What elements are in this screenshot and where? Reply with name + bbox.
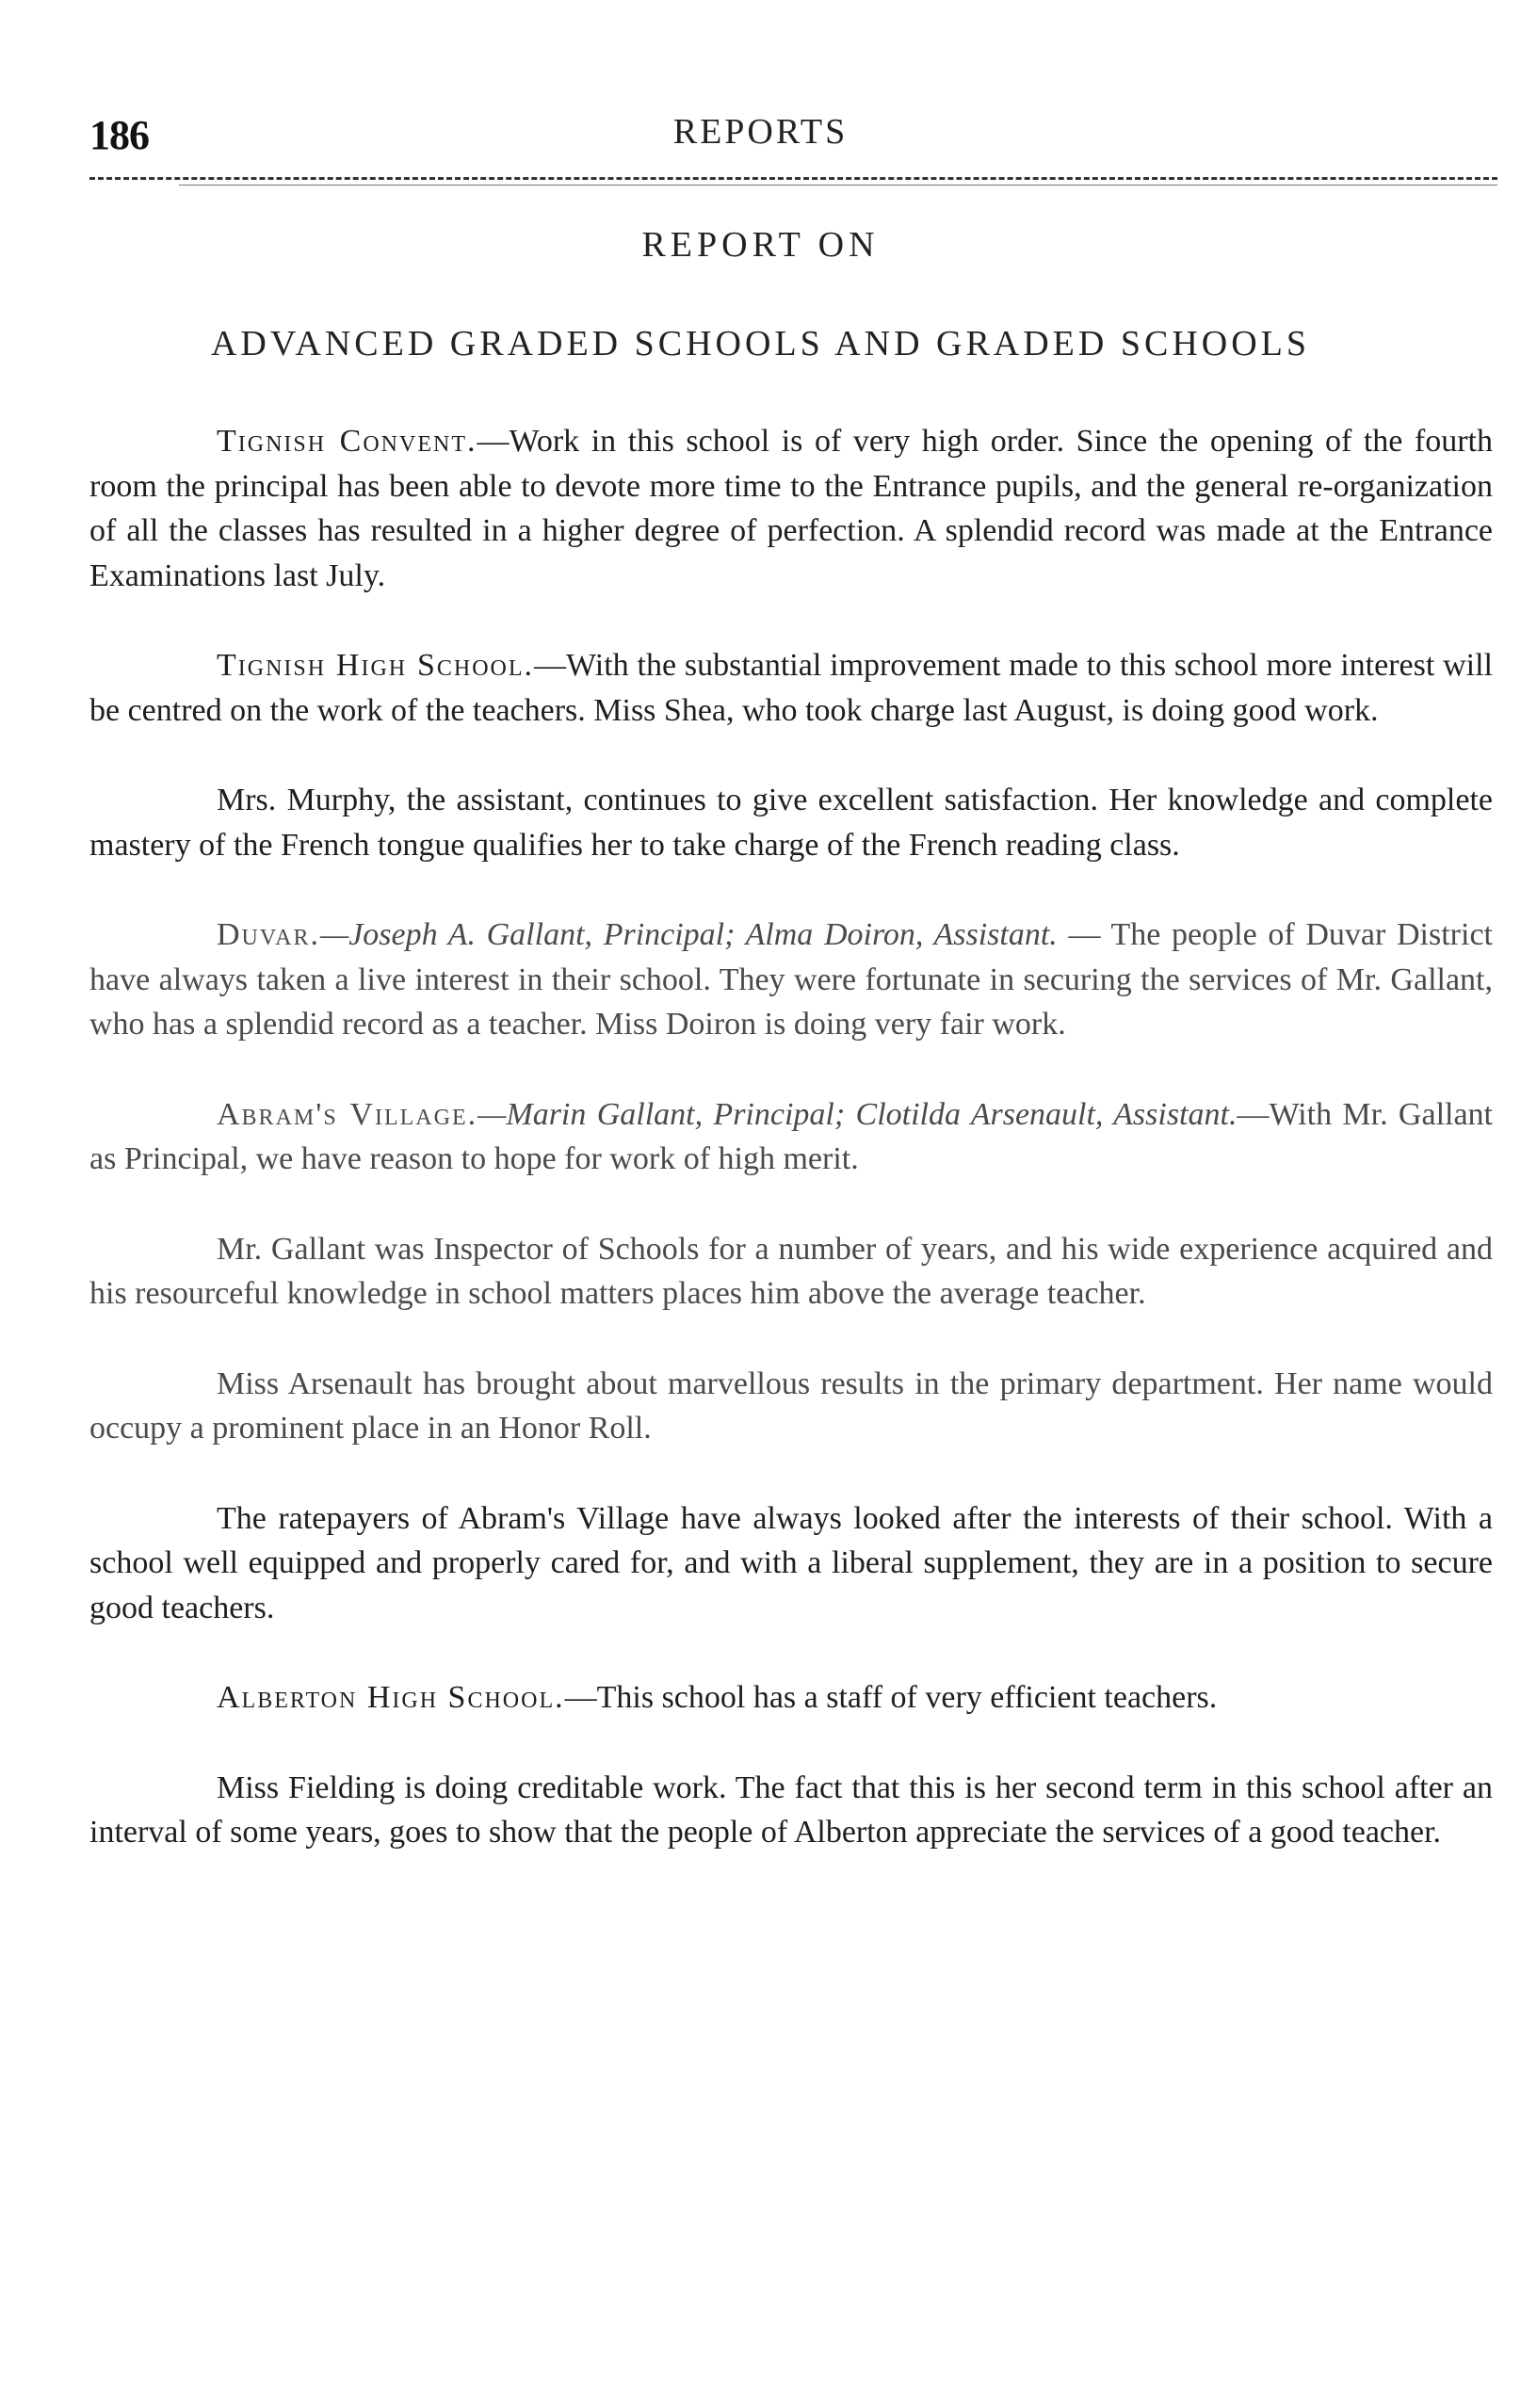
report-subtitle: ADVANCED GRADED SCHOOLS AND GRADED SCHOOLS [210,324,1310,364]
staff-names-abrams-village: —Marin Gallant, Principal; Clotilda Arsenault, Assistant. [477,1096,1238,1132]
section-heading-tignish-convent: Tignish Convent. [217,424,477,459]
paragraph-text: —This school has a staff of very efficient teachers. [564,1680,1218,1715]
paragraph-miss-arsenault [89,1362,1493,1451]
running-head: REPORTS [672,112,849,152]
staff-names-duvar: —Joseph A. Gallant, Principal; Alma Doiron, Assistant. [319,917,1058,952]
paragraph-ratepayers [89,1496,1493,1631]
paragraph-text: Miss Fielding is doing creditable work. The fact that this is her second term in this school after an interval of some years, goes to show that the people of Alberton appreciate the services of a good teacher. [89,1770,1493,1850]
paragraph-tignish-convent [89,419,1493,598]
section-heading-duvar: Duvar. [217,917,320,952]
paragraph-duvar [89,913,1493,1047]
paragraph-text: Miss Arsenault has brought about marvellous results in the primary department. Her name would occupy a prominent place in an Honor Roll. [89,1366,1493,1446]
report-title: REPORT ON [641,225,880,265]
page-number: 186 [89,112,149,158]
paragraph-text: —Work in this school is of very high order. Since the opening of the fourth room the principal has been able to devote more time to the Entrance pupils, and the general re-organization of all the classes has resulted in a higher degree of perfection. A splendid record was made at the Entrance Examinations last July. [89,424,1493,593]
paragraph-tignish-high-school [89,643,1493,733]
section-heading-tignish-high-school: Tignish High School. [217,648,535,683]
paragraph-miss-fielding [89,1766,1493,1855]
paragraph-alberton-high-school [89,1675,1493,1721]
paragraph-mr-gallant [89,1227,1493,1317]
section-heading-abrams-village: Abram's Village. [217,1096,478,1132]
paragraph-text: —With Mr. Gallant as Principal, we have reason to hope for work of high merit. [89,1096,1493,1176]
paragraph-mrs-murphy [89,778,1493,867]
header-rule-underline [179,185,1497,186]
section-heading-alberton-high-school: Alberton High School. [217,1680,565,1715]
paragraph-text: — The people of Duvar District have always taken a live interest in their school. They were fortunate in securing the services of Mr. Gallant, who has a splendid record as a teacher. Miss Doiron is doing very fair work. [89,917,1493,1042]
paragraph-text: Mrs. Murphy, the assistant, continues to give excellent satisfaction. Her knowledge and complete mastery of the French tongue qualifies her to take charge of the French reading class. [89,783,1493,863]
paragraph-text: Mr. Gallant was Inspector of Schools for a number of years, and his wide experience acquired and his resourceful knowledge in school matters places him above the average teacher. [89,1231,1493,1311]
report-body [89,419,1493,1855]
paragraph-text: The ratepayers of Abram's Village have always looked after the interests of their school. With a school well equipped and properly cared for, and with a liberal supplement, they are in a position to secure good teachers. [89,1500,1493,1625]
paragraph-abrams-village [89,1092,1493,1182]
header-rule [89,177,1497,180]
paragraph-text: —With the substantial improvement made to this school more interest will be centred on the work of the teachers. Miss Shea, who took charge last August, is doing good work. [89,648,1493,728]
